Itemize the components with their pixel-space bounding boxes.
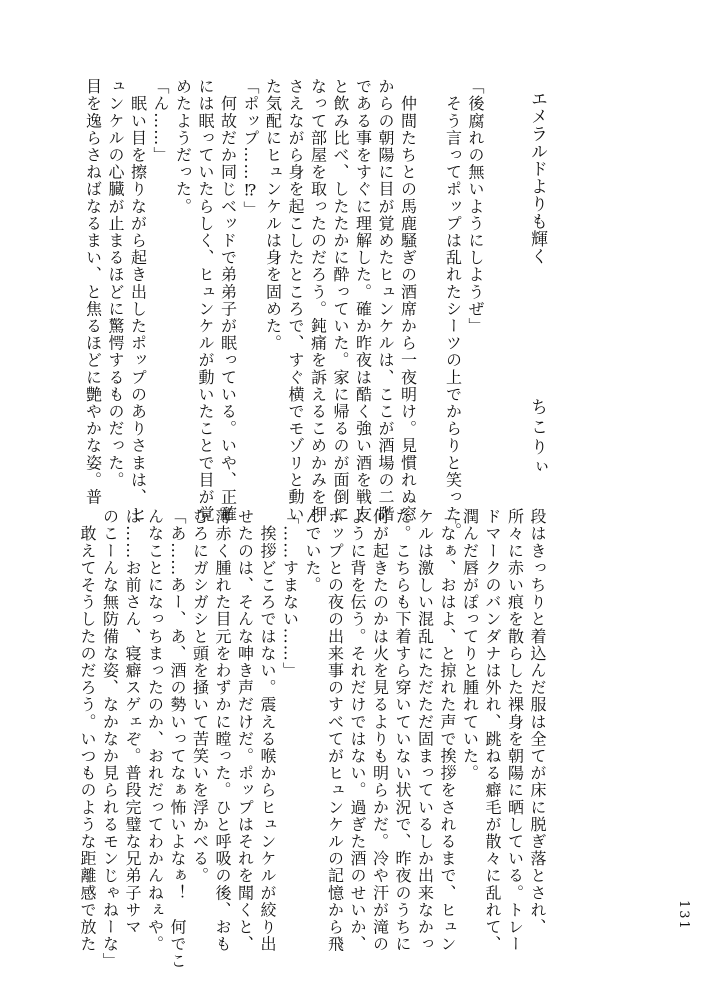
text-column: 挨拶どころではない。震える喉からヒュンケルが絞り出 [258,508,277,953]
text-column: た気配にヒュンケルは身を固めた。 [263,78,283,352]
text-column: には眠っていたらしく、ヒュンケルが動いたことで目が覚 [196,78,215,523]
text-column: 所々に赤い痕を散らした裸身を朝陽に晒している。トレー [505,508,525,953]
text-column: ドマークのバンダナは外れ、跳ねる癖毛が散々に乱れて、 [483,508,502,953]
text-column: 何故だか同じベッドで弟弟子が眠っている。いや、正確 [218,78,238,523]
text-column: からの朝陽に目が覚めたヒュンケルは、ここが酒場の二階 [376,78,395,523]
text-column: と飲み比べ、したたかに酔っていた。家に帰るのが面倒に [331,78,350,523]
text-column: めたようだった。 [173,78,193,215]
text-column: 眠い目を擦りながら起き出したポップのありさまは、ヒ [128,78,148,523]
text-column: んでいた。 [303,508,322,594]
text-column: せたのは、そんな呻き声だけだ。ポップはそれを聞くと、 [235,508,255,953]
text-column: 段はきっちりと着込んだ服は全てが床に脱ぎ落とされ、 [528,508,547,936]
text-column: さえながら身を起こしたところで、すぐ横でモゾリと動い [286,78,305,523]
text-column: ケルは激しい混乱にただただ固まっているしか出来なかっ [415,508,435,953]
text-column: 何が起きたのかは火を見るよりも明らかだ。冷や汗が滝の [370,508,390,953]
text-column: んなことになっちまったのか、おれだってわかんねぇや。 [145,508,165,953]
author-name: ちこりぃ [527,398,547,478]
text-column: ポップとの夜の出来事のすべてがヒュンケルの記憶から飛 [325,508,345,953]
text-column: ように背を伝う。それだけではない。過ぎた酒のせいか、 [348,508,367,953]
page-number: 131 [676,900,691,931]
text-column: なって部屋を取ったのだろう。鈍痛を訴えるこめかみを押 [308,78,328,523]
text-column: た。こちらも下着すら穿いていない状況で、昨夜のうちに [393,508,412,953]
text-column: 「ん……」 [151,78,170,164]
text-column: そう言ってポップは乱れたシーツの上でからりと笑った。 [443,78,463,540]
text-column: である事をすぐに理解した。確か昨夜は酷く強い酒を戦友 [353,78,373,523]
text-column: 仲間たちとの馬鹿騒ぎの酒席から一夜明け。見慣れぬ窓 [398,78,418,523]
text-column: 「ポップ……⁉」 [241,78,260,218]
text-column: のこーんな無防備な姿、なかなか見られるモンじゃねーな」 [100,508,120,970]
text-column: 「なぁ、おはよ、と掠れた声で挨拶をされるまで、ヒュン [438,508,457,953]
text-column: 「あ……あー、あ、酒の勢いってなぁ怖いよなぁ！ 何でこ [168,508,187,970]
text-column: 目を逸らさねばなるまい、と焦るほどに艶やかな姿。普 [83,78,103,506]
text-column: ュンケルの心臓が止まるほどに驚愕するものだった。 [106,78,125,489]
text-column: は……お前さん、寝癖スゲェぞ。普段完璧な兄弟子サマ [123,508,142,936]
text-column: 潤んだ唇がぽってりと腫れていた。 [460,508,480,782]
story-title: エメラルドよりも輝く [527,90,547,265]
text-column: 「……すまない……」 [280,508,300,679]
text-column: 「後腐れの無いようにしようぜ」 [466,78,485,335]
text-column: 薄赤く腫れた目元をわずかに瞠った。ひと呼吸の後、おも [213,508,232,953]
text-column: むろにガシガシと頭を掻いて苦笑いを浮かべる。 [190,508,210,885]
text-column: 敢えてそうしたのだろう。いつものような距離感で放た [78,508,97,953]
